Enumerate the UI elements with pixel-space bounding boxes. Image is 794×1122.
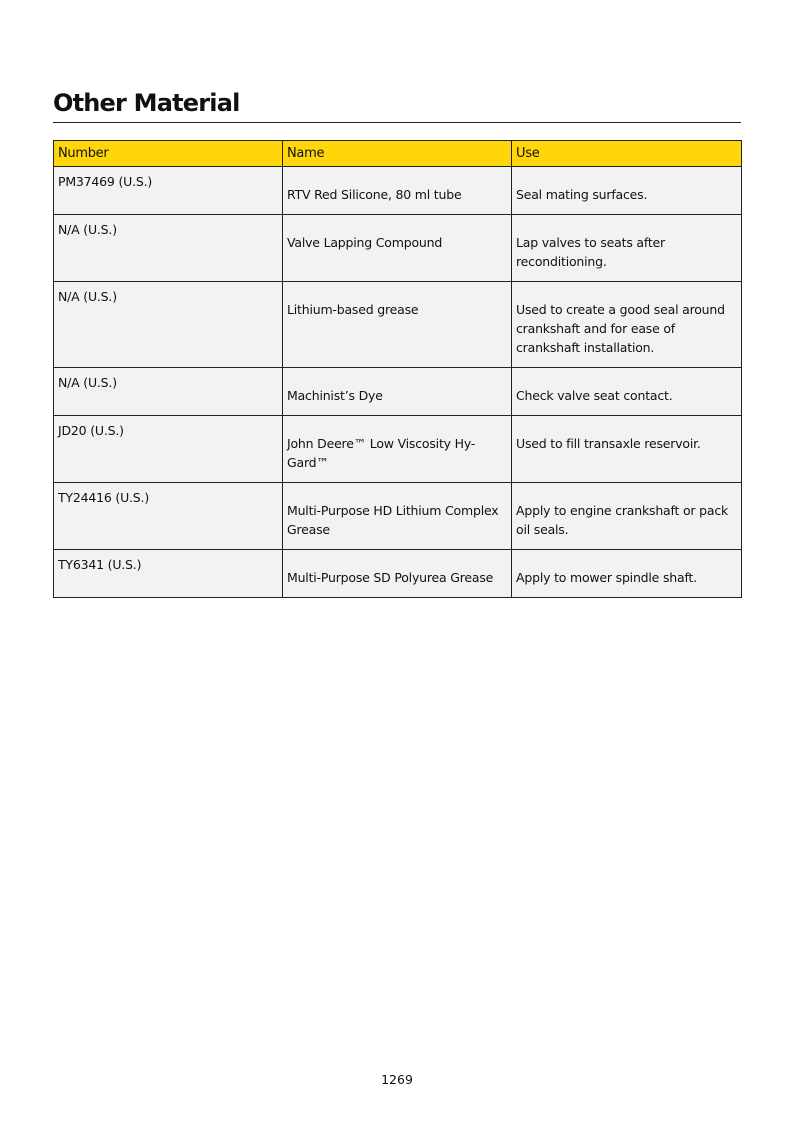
cell-use: Lap valves to seats after reconditioning. <box>512 215 742 282</box>
cell-name: Valve Lapping Compound <box>283 215 512 282</box>
table-row <box>54 483 742 550</box>
cell-number: TY24416 (U.S.) <box>54 483 283 550</box>
page-number: 1269 <box>381 1072 413 1087</box>
cell-number: TY6341 (U.S.) <box>54 550 283 598</box>
column-header-name: Name <box>283 141 512 167</box>
other-material-table <box>53 140 742 598</box>
cell-number: N/A (U.S.) <box>54 282 283 368</box>
column-header-use: Use <box>512 141 742 167</box>
cell-use: Seal mating surfaces. <box>512 167 742 215</box>
table-row <box>54 416 742 483</box>
page-title: Other Material <box>53 89 240 117</box>
cell-name: John Deere™ Low Viscosity Hy-Gard™ <box>283 416 512 483</box>
table-row <box>54 167 742 215</box>
cell-use: Apply to mower spindle shaft. <box>512 550 742 598</box>
cell-name: Multi-Purpose HD Lithium Complex Grease <box>283 483 512 550</box>
cell-name: Lithium-based grease <box>283 282 512 368</box>
cell-number: PM37469 (U.S.) <box>54 167 283 215</box>
cell-use: Check valve seat contact. <box>512 368 742 416</box>
cell-use: Used to fill transaxle reservoir. <box>512 416 742 483</box>
cell-number: JD20 (U.S.) <box>54 416 283 483</box>
cell-name: Machinist’s Dye <box>283 368 512 416</box>
cell-use: Apply to engine crankshaft or pack oil seals. <box>512 483 742 550</box>
table-row <box>54 282 742 368</box>
table-row <box>54 550 742 598</box>
table-header-row <box>54 141 742 167</box>
cell-name: Multi-Purpose SD Polyurea Grease <box>283 550 512 598</box>
table-row <box>54 368 742 416</box>
table-row <box>54 215 742 282</box>
cell-name: RTV Red Silicone, 80 ml tube <box>283 167 512 215</box>
cell-use: Used to create a good seal around crankshaft and for ease of crankshaft installation. <box>512 282 742 368</box>
title-divider <box>53 122 741 123</box>
column-header-number: Number <box>54 141 283 167</box>
cell-number: N/A (U.S.) <box>54 215 283 282</box>
cell-number: N/A (U.S.) <box>54 368 283 416</box>
